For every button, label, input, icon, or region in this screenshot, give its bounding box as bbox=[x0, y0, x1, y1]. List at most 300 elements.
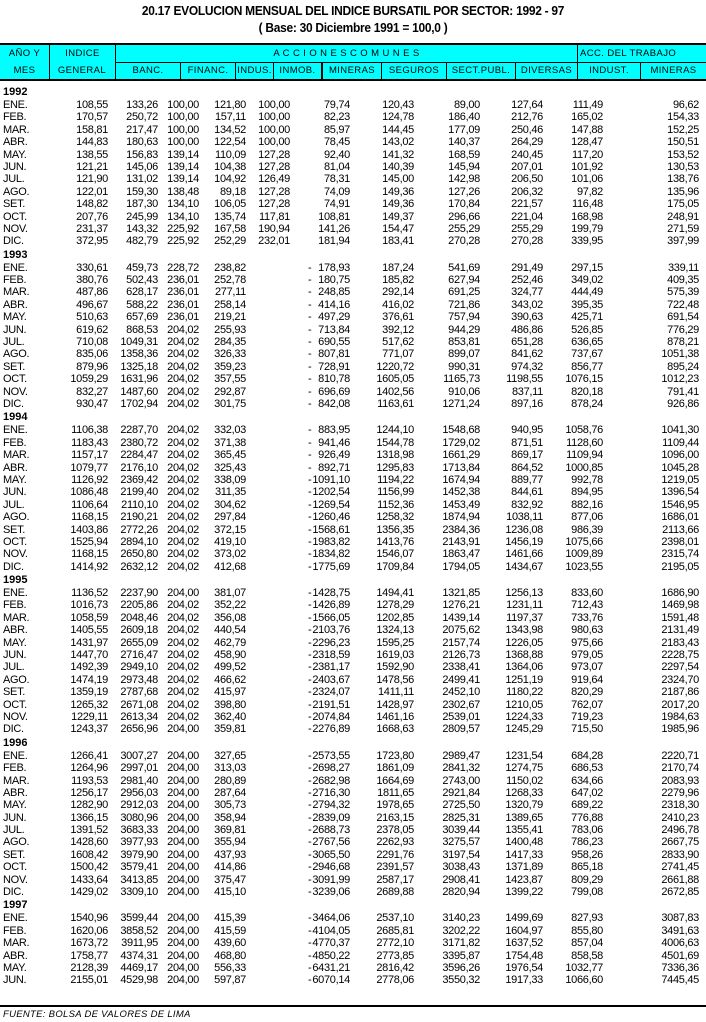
cell-value: 1976,54 bbox=[505, 962, 543, 974]
cell-value: 1686,01 bbox=[661, 511, 699, 524]
cell-value: 878,21 bbox=[667, 336, 699, 349]
cell-value: 841,62 bbox=[511, 348, 543, 361]
cell-value: 2103,76 bbox=[312, 624, 350, 637]
cell-value: 135,96 bbox=[667, 185, 699, 198]
cell-value: 1637,52 bbox=[505, 937, 543, 950]
cell-value: 178,93 bbox=[318, 261, 350, 274]
cell-value: - bbox=[308, 385, 312, 398]
cell-value: 1086,48 bbox=[70, 486, 108, 499]
cell-value: 297,84 bbox=[214, 511, 246, 524]
cell-value: 440,54 bbox=[214, 624, 246, 637]
cell-value: 2113,66 bbox=[662, 523, 699, 536]
cell-value: 2539,01 bbox=[442, 710, 480, 723]
month-label: MAY. bbox=[3, 799, 27, 812]
cell-value: 1794,05 bbox=[442, 560, 480, 573]
cell-value: 74,91 bbox=[323, 198, 350, 211]
cell-value: 2787,68 bbox=[120, 686, 158, 699]
cell-value: 2403,67 bbox=[312, 673, 350, 686]
cell-value: 1193,53 bbox=[71, 774, 108, 787]
cell-value: 820,18 bbox=[571, 385, 603, 398]
cell-value: 437,93 bbox=[214, 848, 246, 861]
cell-value: 1811,65 bbox=[377, 786, 414, 799]
table-row bbox=[0, 661, 706, 673]
cell-value: 482,79 bbox=[126, 235, 158, 248]
table-row bbox=[0, 486, 706, 498]
table-row bbox=[0, 612, 706, 624]
table-row bbox=[0, 186, 706, 198]
table-row bbox=[0, 198, 706, 210]
cell-value: 376,61 bbox=[382, 311, 414, 324]
cell-value: 117,20 bbox=[571, 148, 603, 161]
cell-value: 776,29 bbox=[667, 323, 699, 336]
cell-value: 2685,81 bbox=[376, 924, 414, 937]
cell-value: 187,24 bbox=[382, 261, 414, 274]
cell-value: 204,02 bbox=[167, 461, 199, 474]
cell-value: 3171,82 bbox=[442, 937, 480, 950]
cell-value: - bbox=[308, 912, 312, 925]
cell-value: 116,48 bbox=[571, 198, 603, 211]
year-heading: 1996 bbox=[3, 736, 28, 749]
table-row bbox=[0, 674, 706, 686]
month-label: JUN. bbox=[3, 323, 27, 336]
cell-value: 686,53 bbox=[571, 762, 603, 775]
cell-value: 459,73 bbox=[126, 261, 158, 274]
cell-value: 359,23 bbox=[214, 360, 246, 373]
cell-value: 2682,98 bbox=[312, 774, 350, 787]
cell-value: 1358,36 bbox=[120, 348, 158, 361]
year-heading: 1992 bbox=[3, 86, 28, 98]
cell-value: 204,00 bbox=[167, 886, 199, 899]
cell-value: 1474,19 bbox=[70, 673, 108, 686]
cell-value: 143,02 bbox=[382, 136, 414, 149]
cell-value: 1452,38 bbox=[442, 486, 480, 499]
cell-value: - bbox=[308, 587, 312, 600]
cell-value: 1220,72 bbox=[376, 360, 414, 373]
cell-value: 100,00 bbox=[167, 136, 199, 149]
cell-value: - bbox=[308, 749, 312, 762]
cell-value: 122,01 bbox=[76, 185, 108, 198]
cell-value: 710,08 bbox=[76, 336, 108, 349]
cell-value: 3413,85 bbox=[120, 873, 158, 886]
cell-value: 690,55 bbox=[318, 336, 350, 349]
cell-value: 204,00 bbox=[167, 587, 199, 600]
cell-value: - bbox=[308, 486, 312, 499]
cell-value: 1356,35 bbox=[376, 523, 414, 536]
cell-value: 2973,48 bbox=[120, 673, 158, 686]
cell-value: 1126,92 bbox=[71, 473, 108, 486]
cell-value: 2496,78 bbox=[661, 824, 699, 837]
cell-value: 141,32 bbox=[382, 148, 414, 161]
cell-value: 255,29 bbox=[448, 222, 480, 235]
cell-value: 270,28 bbox=[448, 235, 480, 248]
cell-value: 338,09 bbox=[214, 473, 246, 486]
table-row bbox=[0, 536, 706, 548]
cell-value: 128,47 bbox=[571, 136, 603, 149]
cell-value: - bbox=[308, 924, 312, 937]
cell-value: 1492,39 bbox=[70, 661, 108, 674]
table-row bbox=[0, 524, 706, 536]
cell-value: 1664,69 bbox=[376, 774, 414, 787]
cell-value: 3065,50 bbox=[312, 848, 350, 861]
cell-value: 170,84 bbox=[448, 198, 480, 211]
cell-value: 1106,64 bbox=[71, 498, 108, 511]
cell-value: 2083,93 bbox=[661, 774, 699, 787]
cell-value: 444,49 bbox=[571, 286, 603, 299]
cell-value: 280,89 bbox=[214, 774, 246, 787]
cell-value: 204,02 bbox=[167, 673, 199, 686]
cell-value: 100,00 bbox=[167, 111, 199, 124]
cell-value: 2318,30 bbox=[661, 799, 699, 812]
cell-value: 142,98 bbox=[448, 173, 480, 186]
cell-value: 398,80 bbox=[214, 698, 246, 711]
table-row bbox=[0, 262, 706, 274]
cell-value: 100,00 bbox=[167, 99, 199, 111]
cell-value: 3596,26 bbox=[442, 962, 480, 974]
cell-value: 807,81 bbox=[318, 348, 350, 361]
cell-value: 4529,98 bbox=[120, 974, 158, 987]
month-label: ABR. bbox=[3, 298, 28, 311]
cell-value: 148,82 bbox=[76, 198, 108, 211]
cell-value: 691,25 bbox=[448, 286, 480, 299]
cell-value: 4850,22 bbox=[312, 949, 350, 962]
cell-value: 100,00 bbox=[258, 136, 290, 149]
cell-value: 1271,24 bbox=[442, 397, 480, 410]
cell-value: 1984,63 bbox=[661, 710, 699, 723]
table-row bbox=[0, 686, 706, 698]
table-row bbox=[0, 587, 706, 599]
cell-value: 206,50 bbox=[511, 173, 543, 186]
cell-value: 355,94 bbox=[214, 836, 246, 849]
cell-value: 138,55 bbox=[76, 148, 108, 161]
cell-value: - bbox=[308, 449, 312, 462]
cell-value: 78,31 bbox=[323, 173, 350, 186]
cell-value: - bbox=[308, 786, 312, 799]
cell-value: 2163,15 bbox=[376, 811, 414, 824]
cell-value: 2833,90 bbox=[661, 848, 699, 861]
cell-value: 204,00 bbox=[167, 873, 199, 886]
cell-value: 1236,08 bbox=[505, 523, 543, 536]
cell-value: 2205,86 bbox=[120, 599, 158, 612]
cell-value: 2017,20 bbox=[661, 698, 699, 711]
month-label: SET. bbox=[3, 523, 26, 536]
month-label: FEB. bbox=[3, 599, 27, 612]
cell-value: 1274,75 bbox=[505, 762, 543, 775]
cell-value: 204,02 bbox=[167, 535, 199, 548]
cell-value: 204,00 bbox=[167, 811, 199, 824]
cell-value: 141,26 bbox=[318, 222, 350, 235]
year-heading: 1993 bbox=[3, 248, 28, 261]
cell-value: 487,86 bbox=[76, 286, 108, 299]
cell-value: 291,49 bbox=[511, 261, 543, 274]
cell-value: 101,92 bbox=[571, 160, 603, 173]
cell-value: 124,78 bbox=[382, 111, 414, 124]
cell-value: 149,36 bbox=[382, 185, 414, 198]
cell-value: 127,28 bbox=[258, 198, 290, 211]
cell-value: 392,12 bbox=[382, 323, 414, 336]
cell-value: 1168,15 bbox=[71, 548, 108, 561]
cell-value: 1251,19 bbox=[505, 673, 543, 686]
cell-value: 1461,66 bbox=[505, 548, 543, 561]
cell-value: 204,02 bbox=[167, 511, 199, 524]
cell-value: 1673,72 bbox=[70, 937, 108, 950]
cell-value: 2794,32 bbox=[312, 799, 350, 812]
cell-value: 1278,29 bbox=[376, 599, 414, 612]
table-row bbox=[0, 373, 706, 385]
cell-value: 204,00 bbox=[167, 924, 199, 937]
cell-value: 1403,86 bbox=[70, 523, 108, 536]
cell-value: - bbox=[308, 661, 312, 674]
cell-value: 248,91 bbox=[667, 210, 699, 223]
cell-value: 1525,94 bbox=[70, 535, 108, 548]
cell-value: 204,00 bbox=[167, 937, 199, 950]
cell-value: 1321,85 bbox=[442, 587, 480, 600]
cell-value: 2773,85 bbox=[376, 949, 414, 962]
cell-value: 139,14 bbox=[167, 160, 199, 173]
cell-value: 2587,17 bbox=[376, 873, 414, 886]
cell-value: 78,45 bbox=[323, 136, 350, 149]
cell-value: 2262,93 bbox=[376, 836, 414, 849]
cell-value: 3464,06 bbox=[312, 912, 350, 925]
cell-value: 835,06 bbox=[76, 348, 108, 361]
cell-value: 2143,91 bbox=[442, 535, 480, 548]
table-row bbox=[0, 274, 706, 286]
cell-value: 206,32 bbox=[511, 185, 543, 198]
month-label: MAR. bbox=[3, 611, 30, 624]
cell-value: 204,00 bbox=[167, 848, 199, 861]
cell-value: - bbox=[308, 974, 312, 987]
cell-value: - bbox=[308, 535, 312, 548]
cell-value: 204,00 bbox=[167, 799, 199, 812]
cell-value: 108,81 bbox=[318, 210, 350, 223]
cell-value: 327,65 bbox=[214, 749, 246, 762]
cell-value: 4104,05 bbox=[312, 924, 350, 937]
cell-value: 157,11 bbox=[214, 111, 246, 124]
year-heading: 1995 bbox=[3, 574, 28, 587]
cell-value: 1548,68 bbox=[442, 424, 480, 437]
table-row bbox=[0, 173, 706, 185]
cell-value: 2689,88 bbox=[376, 886, 414, 899]
cell-value: 4501,69 bbox=[661, 949, 699, 962]
cell-value: 204,02 bbox=[167, 473, 199, 486]
cell-value: 352,22 bbox=[214, 599, 246, 612]
cell-value: 1282,90 bbox=[70, 799, 108, 812]
cell-value: 204,02 bbox=[167, 397, 199, 410]
cell-value: 343,02 bbox=[511, 298, 543, 311]
cell-value: 252,29 bbox=[214, 235, 246, 248]
cell-value: 2191,51 bbox=[312, 698, 350, 711]
cell-value: 149,36 bbox=[382, 198, 414, 211]
cell-value: 636,65 bbox=[571, 336, 603, 349]
cell-value: 2380,72 bbox=[120, 436, 158, 449]
table-row bbox=[0, 235, 706, 247]
cell-value: 1428,97 bbox=[376, 698, 414, 711]
cell-value: 240,45 bbox=[511, 148, 543, 161]
cell-value: 1478,56 bbox=[376, 673, 414, 686]
cell-value: 1863,47 bbox=[442, 548, 480, 561]
table-subtitle: ( Base: 30 Diciembre 1991 = 100,0 ) bbox=[258, 20, 448, 35]
month-label: MAY. bbox=[3, 636, 27, 649]
cell-value: 733,76 bbox=[571, 611, 603, 624]
cell-value: 2126,73 bbox=[442, 649, 480, 662]
cell-value: 204,02 bbox=[167, 560, 199, 573]
cell-value: 373,02 bbox=[214, 548, 246, 561]
cell-value: - bbox=[308, 397, 312, 410]
table-row bbox=[0, 649, 706, 661]
cell-value: 2296,23 bbox=[312, 636, 350, 649]
cell-value: - bbox=[308, 611, 312, 624]
cell-value: 89,18 bbox=[219, 185, 246, 198]
cell-value: 526,85 bbox=[571, 323, 603, 336]
table-row bbox=[0, 912, 706, 924]
cell-value: 3039,44 bbox=[442, 824, 480, 837]
source-note: FUENTE: BOLSA DE VALORES DE LIMA bbox=[3, 1009, 191, 1020]
cell-value: 2199,40 bbox=[120, 486, 158, 499]
cell-value: 1391,52 bbox=[70, 824, 108, 837]
cell-value: 1668,63 bbox=[376, 723, 414, 736]
cell-value: 1051,38 bbox=[661, 348, 699, 361]
cell-value: 135,74 bbox=[214, 210, 246, 223]
cell-value: - bbox=[308, 473, 312, 486]
cell-value: 204,00 bbox=[167, 774, 199, 787]
table-row bbox=[0, 398, 706, 410]
cell-value: - bbox=[308, 498, 312, 511]
cell-value: 1439,14 bbox=[442, 611, 480, 624]
cell-value: 1136,52 bbox=[71, 587, 108, 600]
cell-value: 154,33 bbox=[667, 111, 699, 124]
cell-value: 627,94 bbox=[448, 274, 480, 287]
cell-value: 375,47 bbox=[214, 873, 246, 886]
cell-value: 1058,59 bbox=[70, 611, 108, 624]
cell-value: 2187,86 bbox=[661, 686, 699, 699]
cell-value: 250,46 bbox=[511, 123, 543, 136]
table-row bbox=[0, 211, 706, 223]
cell-value: 139,14 bbox=[167, 173, 199, 186]
month-label: MAR. bbox=[3, 774, 30, 787]
month-label: MAY. bbox=[3, 148, 27, 161]
table-row bbox=[0, 861, 706, 873]
cell-value: 1038,11 bbox=[506, 511, 543, 524]
header-col-seguros: SEGUROS bbox=[381, 62, 446, 80]
cell-value: - bbox=[308, 723, 312, 736]
month-label: MAR. bbox=[3, 937, 30, 950]
cell-value: 204,00 bbox=[167, 786, 199, 799]
cell-value: 458,90 bbox=[214, 649, 246, 662]
cell-value: 990,31 bbox=[448, 360, 480, 373]
table-row bbox=[0, 775, 706, 787]
cell-value: 3007,27 bbox=[120, 749, 158, 762]
cell-value: 204,00 bbox=[167, 949, 199, 962]
cell-value: 409,35 bbox=[667, 274, 699, 287]
cell-value: 204,02 bbox=[167, 710, 199, 723]
cell-value: - bbox=[308, 311, 312, 324]
cell-value: 1396,54 bbox=[661, 486, 699, 499]
cell-value: 326,33 bbox=[214, 348, 246, 361]
cell-value: 140,39 bbox=[382, 160, 414, 173]
header-anio: AÑO Y bbox=[8, 48, 41, 59]
cell-value: 170,57 bbox=[76, 111, 108, 124]
cell-value: 236,01 bbox=[167, 286, 199, 299]
cell-value: - bbox=[308, 336, 312, 349]
cell-value: 127,26 bbox=[448, 185, 480, 198]
cell-value: 2820,94 bbox=[442, 886, 480, 899]
cell-value: 204,02 bbox=[167, 486, 199, 499]
cell-value: 864,52 bbox=[511, 461, 543, 474]
cell-value: 362,40 bbox=[214, 710, 246, 723]
cell-value: 6070,14 bbox=[312, 974, 350, 987]
cell-value: 108,55 bbox=[76, 99, 108, 111]
month-label: JUN. bbox=[3, 486, 27, 499]
cell-value: 199,79 bbox=[571, 222, 603, 235]
cell-value: 204,02 bbox=[167, 348, 199, 361]
cell-value: 992,78 bbox=[571, 473, 603, 486]
cell-value: 2369,42 bbox=[120, 473, 158, 486]
cell-value: 1264,96 bbox=[70, 762, 108, 775]
cell-value: 1075,66 bbox=[565, 535, 603, 548]
table-row bbox=[0, 149, 706, 161]
cell-value: 466,62 bbox=[214, 673, 246, 686]
cell-value: 3395,87 bbox=[442, 949, 480, 962]
cell-value: 153,52 bbox=[667, 148, 699, 161]
cell-value: 1041,30 bbox=[661, 424, 699, 437]
cell-value: 1985,96 bbox=[661, 723, 699, 736]
table-row bbox=[0, 723, 706, 735]
cell-value: 104,92 bbox=[214, 173, 246, 186]
cell-value: 1355,41 bbox=[505, 824, 543, 837]
cell-value: 2650,80 bbox=[120, 548, 158, 561]
table-row bbox=[0, 499, 706, 511]
cell-value: 204,00 bbox=[167, 836, 199, 849]
cell-value: 2195,05 bbox=[661, 560, 699, 573]
cell-value: 147,88 bbox=[571, 123, 603, 136]
cell-value: 371,38 bbox=[214, 436, 246, 449]
cell-value: 130,53 bbox=[667, 160, 699, 173]
cell-value: 3239,06 bbox=[312, 886, 350, 899]
cell-value: 3977,93 bbox=[120, 836, 158, 849]
cell-value: 820,29 bbox=[571, 686, 603, 699]
cell-value: 3491,63 bbox=[661, 924, 699, 937]
cell-value: 2661,88 bbox=[661, 873, 699, 886]
cell-value: 2391,57 bbox=[376, 861, 414, 874]
cell-value: 719,23 bbox=[571, 710, 603, 723]
month-label: JUL. bbox=[3, 661, 25, 674]
table-row bbox=[0, 324, 706, 336]
month-label: JUL. bbox=[3, 173, 25, 186]
cell-value: 1109,44 bbox=[662, 436, 699, 449]
cell-value: 575,39 bbox=[667, 286, 699, 299]
cell-value: 2537,10 bbox=[376, 912, 414, 925]
cell-value: 721,86 bbox=[448, 298, 480, 311]
cell-value: 415,59 bbox=[214, 924, 246, 937]
cell-value: 980,63 bbox=[571, 624, 603, 637]
cell-value: - bbox=[308, 560, 312, 573]
cell-value: 204,02 bbox=[167, 424, 199, 437]
cell-value: - bbox=[308, 286, 312, 299]
cell-value: 883,95 bbox=[318, 424, 350, 437]
cell-value: 380,76 bbox=[76, 274, 108, 287]
month-label: ENE. bbox=[3, 587, 28, 600]
cell-value: 3550,32 bbox=[442, 974, 480, 987]
cell-value: 397,99 bbox=[667, 235, 699, 248]
cell-value: 439,60 bbox=[214, 937, 246, 950]
cell-value: 897,16 bbox=[511, 397, 543, 410]
cell-value: 2287,70 bbox=[120, 424, 158, 437]
month-label: MAY. bbox=[3, 311, 27, 324]
cell-value: 783,06 bbox=[571, 824, 603, 837]
cell-value: 1402,56 bbox=[376, 385, 414, 398]
month-label: NOV. bbox=[3, 222, 28, 235]
cell-value: 832,92 bbox=[511, 498, 543, 511]
cell-value: 2609,18 bbox=[120, 624, 158, 637]
